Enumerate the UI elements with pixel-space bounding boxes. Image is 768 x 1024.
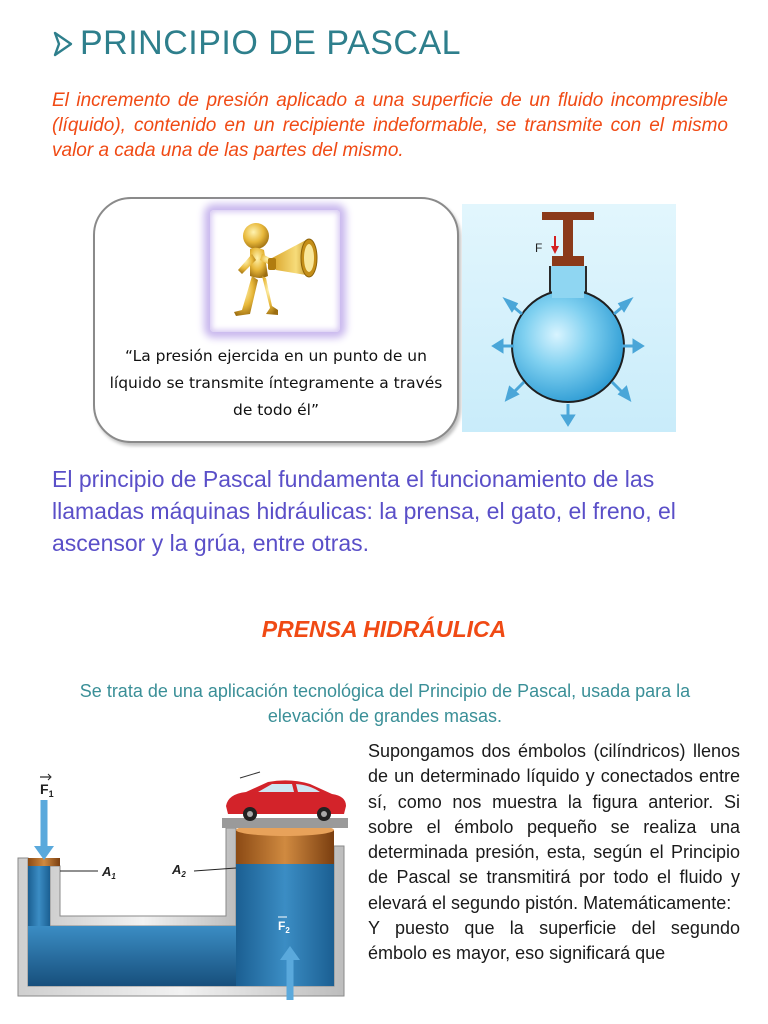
area2-label: $A_2$ (172, 862, 186, 879)
megaphone-figure-icon (220, 218, 330, 324)
section-subtitle: Se trata de una aplicación tecnológica del Principio de Pascal, usada para la elevación de grandes masas. (79, 681, 691, 726)
force-label: F (535, 241, 543, 255)
pascal-paragraph: El principio de Pascal fundamenta el funcionamiento de las llamadas máquinas hidráulicas: la prensa, el gato, el freno, el ascensor y la grúa, entre otras. (52, 466, 676, 556)
megaphone-figure-frame (210, 210, 340, 332)
car-icon (226, 772, 346, 821)
arrow-bullet-icon (52, 31, 74, 57)
quote-text: “La presión ejercida en un punto de un líquido se transmite íntegramente a través de todo él” (109, 347, 443, 419)
section-title: PRENSA HIDRÁULICA (261, 616, 507, 642)
press-paragraph-part2: Y puesto que la superficie del segundo émbolo es mayor, eso significará que (368, 918, 740, 964)
press-paragraph (368, 739, 740, 967)
quote-box (93, 197, 459, 443)
area1-label: $A_1$ (102, 864, 116, 881)
force1-label: $F_1$ (40, 781, 54, 799)
press-paragraph-part1: Supongamos dos émbolos (cilíndricos) llenos de un determinado líquido y conectados entre sí, como nos muestra la figura anterior. Si sobre el émbolo pequeño se realiza una determinada presión, esta, según el Principio de Pascal se transmitirá por todo el fluido y elevará el segundo pistón. Matemáticamente: (368, 741, 740, 913)
intro-definition: El incremento de presión aplicado a una superficie de un fluido incompresible (líquido), contenido en un recipiente indeformable, se transmite con el mismo valor a cada una de las partes del mismo. (52, 90, 728, 161)
page-title-text: PRINCIPIO DE PASCAL (80, 24, 462, 62)
page-title (52, 24, 461, 63)
hydraulic-press-figure (14, 770, 350, 1002)
pascal-bulb-figure (462, 204, 676, 432)
force2-label: $F_2$ (278, 919, 290, 935)
